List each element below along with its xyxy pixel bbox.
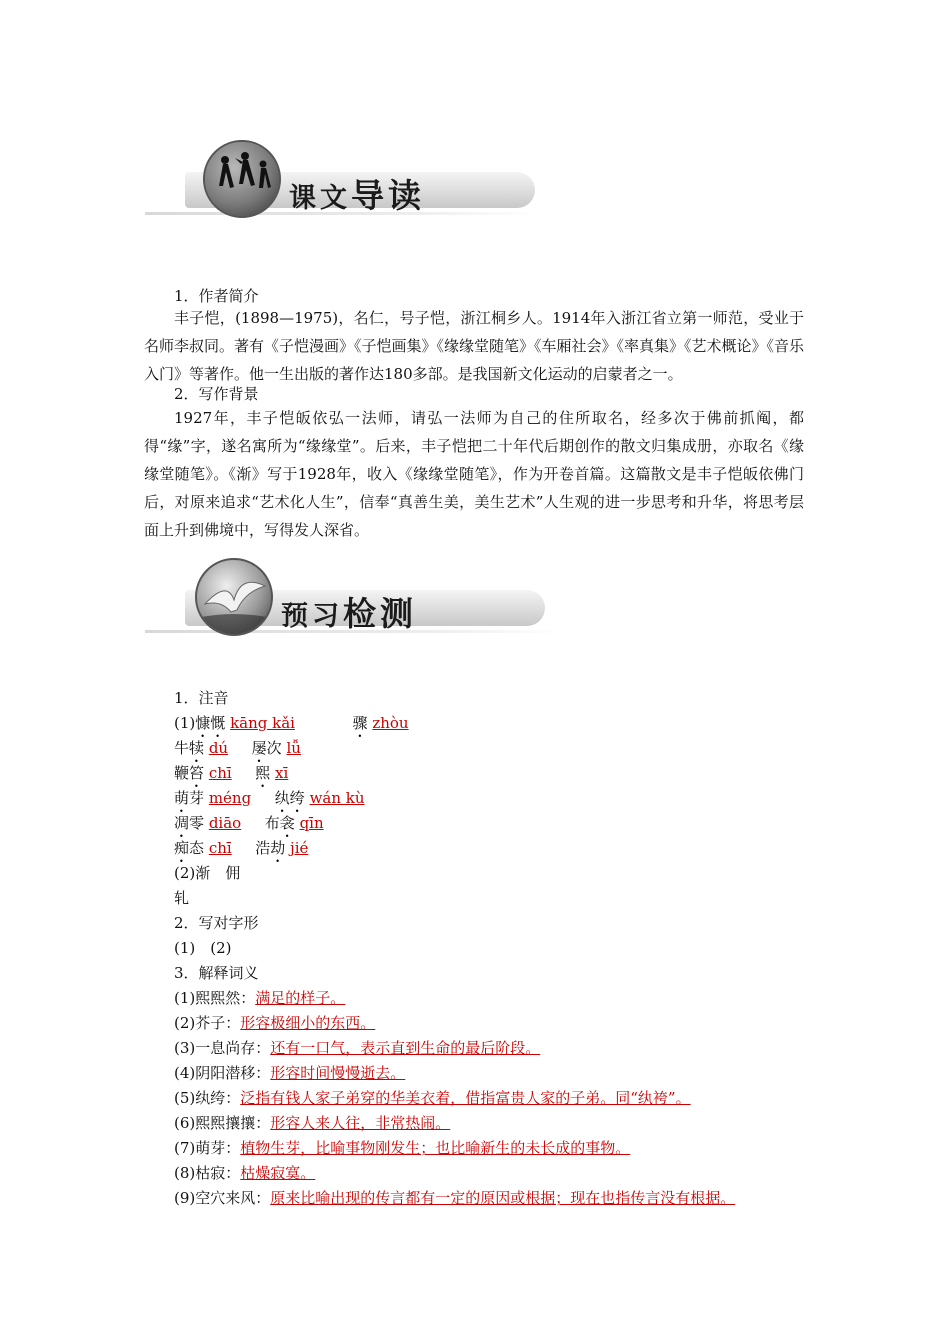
word-char: 骤 xyxy=(352,714,368,732)
pronunciation-row xyxy=(174,711,735,736)
word-char: 绔 xyxy=(289,789,305,807)
pinyin-answer: xī xyxy=(275,764,289,782)
word-char: 笞 xyxy=(189,764,205,782)
definition-item xyxy=(174,1136,735,1161)
pinyin-answer: chī xyxy=(208,764,232,782)
pinyin-answer: jié xyxy=(290,839,309,857)
polyphone-row: 轧 xyxy=(174,889,190,907)
word-char: 布 xyxy=(264,814,280,832)
author-intro-paragraph: 丰子恺，(1898—1975)，名仁，号子恺，浙江桐乡人。1914年入浙江省立第一师范，受业于名师李叔同。著有《子恺漫画》《子恺画集》《缘缘堂随笔》《车厢社会》《率真集》《艺术概论》《音乐入门》等著作。他一生出版的著作达180多部。是我国新文化运动的启蒙者之一。 xyxy=(144,309,805,383)
item-number: (1) xyxy=(174,714,196,732)
definition-answer: 原来比喻出现的传言都有一定的原因或根据；现在也指传言没有根据。 xyxy=(270,1189,736,1207)
definition-item xyxy=(174,1186,735,1211)
heading-glyph: 2．写对字形 xyxy=(174,914,259,932)
definition-term: (9)空穴来风： xyxy=(174,1189,271,1207)
preview-content xyxy=(174,686,735,1211)
banner-title xyxy=(289,170,425,217)
pinyin-answer: chī xyxy=(208,839,232,857)
definition-term: (1)熙熙然： xyxy=(174,989,256,1007)
banner-title xyxy=(281,588,417,635)
definition-answer: 泛指有钱人家子弟穿的华美衣着，借指富贵人家的子弟。同“纨袴”。 xyxy=(240,1089,691,1107)
glyph-row: (1) (2) xyxy=(174,939,232,957)
definition-term: (7)萌芽： xyxy=(174,1139,241,1157)
banner-title-emphasis: 导读 xyxy=(351,176,425,215)
word-char: 熙 xyxy=(255,764,271,782)
word-char: 态 xyxy=(189,839,205,857)
definition-answer: 还有一口气，表示直到生命的最后阶段。 xyxy=(270,1039,541,1057)
word-char: 衾 xyxy=(279,814,295,832)
pinyin-answer: kāng kǎi xyxy=(230,714,295,732)
definition-term: (4)阴阳潜移： xyxy=(174,1064,271,1082)
dancers-icon xyxy=(203,140,281,218)
pinyin-answer: lǚ xyxy=(286,739,301,757)
definition-answer: 形容人来人往，非常热闹。 xyxy=(270,1114,451,1132)
word-char: 慨 xyxy=(210,714,226,732)
definition-answer: 植物生芽，比喻事物刚发生；也比喻新生的未长成的事物。 xyxy=(240,1139,631,1157)
word-char: 屡 xyxy=(251,739,267,757)
definition-item xyxy=(174,1061,735,1086)
banner-title-char: 课 xyxy=(289,183,320,214)
definition-item xyxy=(174,986,735,1011)
definition-item xyxy=(174,1111,735,1136)
heading-pronunciation: 1．注音 xyxy=(174,689,229,707)
heading-definitions: 3．解释词义 xyxy=(174,964,259,982)
definition-item xyxy=(174,1086,735,1111)
banner-title-char: 习 xyxy=(312,601,343,632)
pinyin-answer: zhòu xyxy=(372,714,409,732)
definition-item xyxy=(174,1161,735,1186)
pinyin-answer: wán kù xyxy=(309,789,365,807)
banner-title-char: 预 xyxy=(281,601,312,632)
word-char: 鞭 xyxy=(174,764,190,782)
word-char: 零 xyxy=(189,814,205,832)
word-char: 牛 xyxy=(174,739,190,757)
word-char: 痴 xyxy=(174,839,190,857)
section-banner-preview-check xyxy=(145,558,565,638)
definition-item xyxy=(174,1036,735,1061)
bird-icon xyxy=(195,558,273,636)
definition-term: (2)芥子： xyxy=(174,1014,241,1032)
pinyin-answer: qīn xyxy=(299,814,324,832)
banner-title-char: 文 xyxy=(320,183,351,214)
definition-item xyxy=(174,1011,735,1036)
word-char: 萌 xyxy=(174,789,190,807)
word-char: 芽 xyxy=(189,789,205,807)
pronunciation-row xyxy=(174,811,735,836)
pinyin-answer: diāo xyxy=(208,814,242,832)
pronunciation-row xyxy=(174,761,735,786)
banner-title-emphasis: 检测 xyxy=(343,594,417,633)
word-char: 纨 xyxy=(274,789,290,807)
word-char: 劫 xyxy=(270,839,286,857)
definition-answer: 形容时间慢慢逝去。 xyxy=(270,1064,406,1082)
pronunciation-row xyxy=(174,736,735,761)
word-char: 凋 xyxy=(174,814,190,832)
word-char: 犊 xyxy=(189,739,205,757)
definition-answer: 枯燥寂寞。 xyxy=(240,1164,316,1182)
definition-term: (5)纨绔： xyxy=(174,1089,241,1107)
heading-background: 2．写作背景 xyxy=(174,385,259,403)
word-char: 次 xyxy=(266,739,282,757)
pinyin-answer: dú xyxy=(208,739,229,757)
pronunciation-row xyxy=(174,836,735,861)
pronunciation-row xyxy=(174,786,735,811)
heading-author-intro: 1．作者简介 xyxy=(174,287,259,305)
definition-term: (6)熙熙攘攘： xyxy=(174,1114,271,1132)
word-char: 浩 xyxy=(255,839,271,857)
background-paragraph: 1927年，丰子恺皈依弘一法师，请弘一法师为自己的住所取名，经多次于佛前抓阄，都得“缘”字，遂名寓所为“缘缘堂”。后来，丰子恺把二十年代后期创作的散文归集成册，亦取名《缘缘堂随笔》。《渐》写于1928年，收入《缘缘堂随笔》，作为开卷首篇。这篇散文是丰子恺皈依佛门后，对原来追求“艺术化人生”，信奉“真善生美，美生艺术”人生观的进一步思考和升华，将思考层面上升到佛境中，写得发人深省。 xyxy=(144,409,804,539)
definition-term: (8)枯寂： xyxy=(174,1164,241,1182)
definition-answer: 满足的样子。 xyxy=(255,989,346,1007)
definition-answer: 形容极细小的东西。 xyxy=(240,1014,376,1032)
definition-list xyxy=(174,986,735,1211)
polyphone-row: (2)渐 佣 xyxy=(174,864,241,882)
definition-term: (3)一息尚存： xyxy=(174,1039,271,1057)
word-char: 慷 xyxy=(195,714,211,732)
section-banner-reading-guide xyxy=(145,140,537,220)
pinyin-answer: méng xyxy=(208,789,252,807)
